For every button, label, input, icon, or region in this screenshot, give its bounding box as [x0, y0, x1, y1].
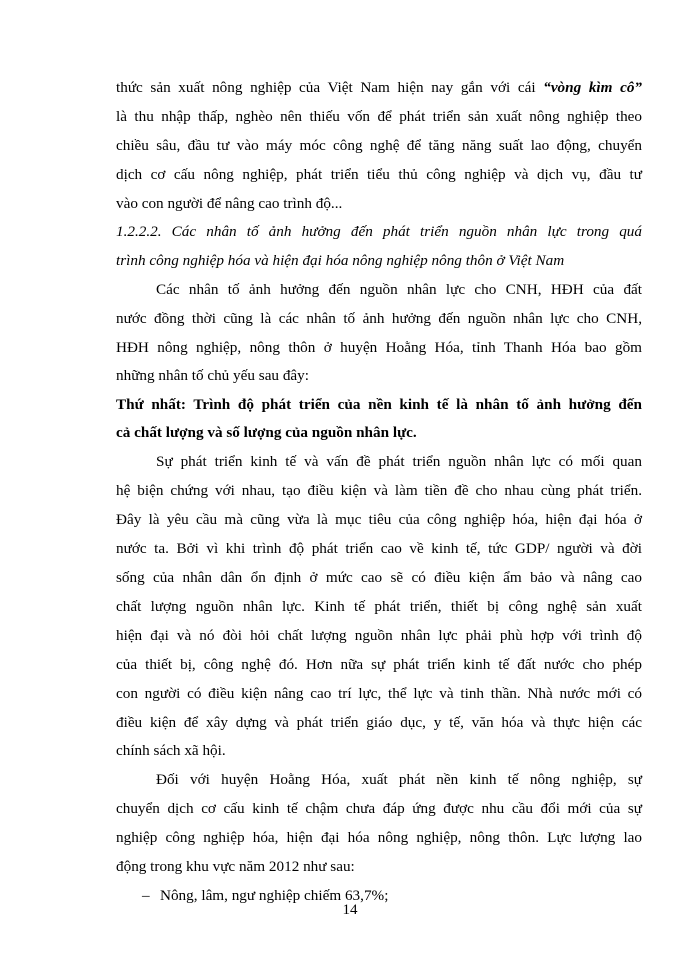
paragraph-line: con người có điều kiện nâng cao trí lực, thể lực và tinh thần. Nhà nước mới có [116, 685, 642, 702]
bullet-text: Nông, lâm, ngư nghiệp chiếm 63,7%; [160, 887, 389, 904]
paragraph-line: chính sách xã hội. [116, 742, 226, 759]
paragraph-line: điều kiện để xây dựng và phát triển giáo dục, y tế, văn hóa và thực hiện các [116, 714, 642, 731]
bold-heading: cả chất lượng và số lượng của nguồn nhân lực. [116, 424, 417, 441]
paragraph-line: nước ta. Bởi vì khi trình độ phát triển cao về kinh tế, tức GDP/ người và đời [116, 540, 642, 557]
paragraph-line: Đối với huyện Hoằng Hóa, xuất phát nền kinh tế nông nghiệp, sự [156, 771, 642, 788]
paragraph-line: sống của nhân dân ổn định ở mức cao sẽ có điều kiện ẩm bảo và nâng cao [116, 569, 642, 586]
paragraph-line: là thu nhập thấp, nghèo nên thiếu vốn để phát triển sản xuất nông nghiệp theo [116, 108, 642, 125]
section-heading: 1.2.2.2. Các nhân tố ảnh hưởng đến phát triển nguồn nhân lực trong quá [116, 223, 642, 240]
paragraph-line: Đây là yêu cầu mà cũng vừa là mục tiêu của công nghiệp hóa, hiện đại hóa ở [116, 511, 642, 528]
paragraph-line: động trong khu vực năm 2012 như sau: [116, 858, 355, 875]
paragraph-line: chiều sâu, đầu tư vào máy móc công nghệ để tăng năng suất lao động, chuyển [116, 137, 642, 154]
paragraph-line: vào con người để nâng cao trình độ... [116, 195, 343, 212]
paragraph-line: Các nhân tố ảnh hưởng đến nguồn nhân lực cho CNH, HĐH của đất [156, 281, 642, 298]
paragraph-line: hệ biện chứng với nhau, tạo điều kiện và làm tiền đề cho nhau cùng phát triển. [116, 482, 642, 499]
dash-bullet-icon: – [142, 887, 150, 904]
page-number: 14 [342, 902, 358, 918]
paragraph-line: dịch cơ cấu nông nghiệp, phát triển tiểu thủ công nghiệp và dịch vụ, đầu tư [116, 166, 642, 183]
paragraph-line: thức sản xuất nông nghiệp của Việt Nam hiện nay gắn với cái “vòng kìm cô” [116, 79, 643, 96]
bold-heading: Thứ nhất: Trình độ phát triển của nền kinh tế là nhân tố ảnh hưởng đến [116, 396, 642, 413]
section-heading: trình công nghiệp hóa và hiện đại hóa nông nghiệp nông thôn ở Việt Nam [116, 252, 565, 269]
paragraph-line: nghiệp công nghiệp hóa, hiện đại hóa nông nghiệp, nông thôn. Lực lượng lao [116, 829, 642, 846]
paragraph-line: chuyển dịch cơ cấu kinh tế chậm chưa đáp ứng được nhu cầu đổi mới của sự [116, 800, 642, 817]
paragraph-line: của thiết bị, công nghệ đó. Hơn nữa sự phát triển kinh tế đất nước cho phép [116, 656, 642, 673]
emphasis-phrase: “vòng kìm cô” [543, 79, 643, 96]
paragraph-line: chất lượng nguồn nhân lực. Kinh tế phát triển, thiết bị công nghệ sản xuất [116, 598, 642, 615]
paragraph-line: HĐH nông nghiệp, nông thôn ở huyện Hoằng Hóa, tỉnh Thanh Hóa bao gồm [116, 339, 642, 356]
paragraph-line: những nhân tố chủ yếu sau đây: [116, 367, 309, 384]
paragraph-line: Sự phát triển kinh tế và vấn đề phát triển nguồn nhân lực có mối quan [156, 453, 642, 470]
paragraph-line: hiện đại và nó đòi hỏi chất lượng nguồn nhân lực phải phù hợp với trình độ [116, 627, 642, 644]
paragraph-line: nước đồng thời cũng là các nhân tố ảnh hưởng đến nguồn nhân lực cho CNH, [116, 310, 642, 327]
